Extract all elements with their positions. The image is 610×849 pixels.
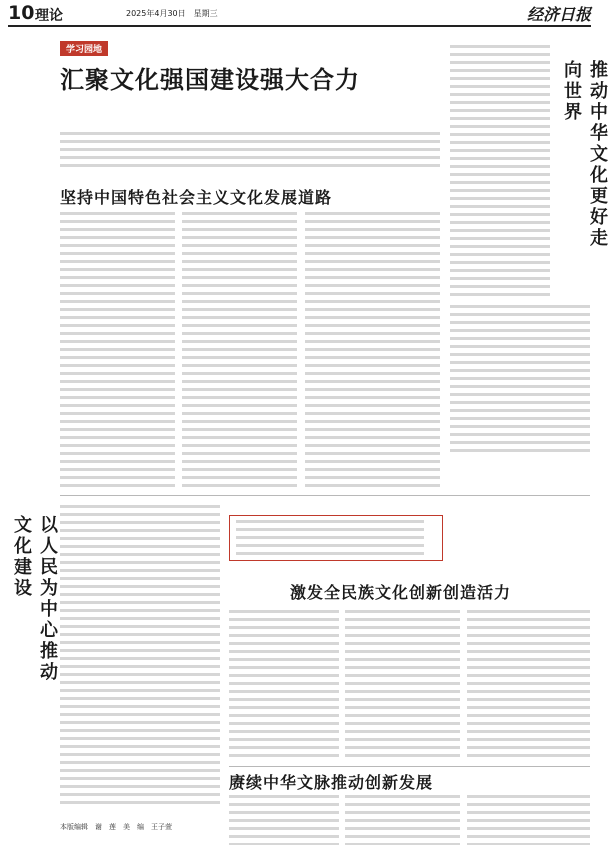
text-column-1b <box>182 212 297 487</box>
page-number: 10 <box>8 2 35 24</box>
text-column-left <box>60 505 220 805</box>
lede-block <box>60 132 440 172</box>
text-column-2c <box>467 610 590 760</box>
text-column-3a <box>229 795 339 845</box>
text-column-right-mid <box>450 305 590 455</box>
text-column-right-top <box>450 45 550 300</box>
section-name: 理论 <box>35 8 63 24</box>
issue-date: 2025年4月30日 星期三 <box>126 9 218 18</box>
headline-2: 激发全民族文化创新创造活力 <box>290 583 512 602</box>
masthead <box>8 2 591 24</box>
column-tag: 学习园地 <box>60 41 108 56</box>
divider-h2 <box>229 766 590 767</box>
editor-line: 本版编辑 谢 莲 美 编 王子萱 <box>60 823 172 831</box>
lede-text <box>60 132 440 172</box>
masthead-rule <box>8 25 591 27</box>
headline-3: 赓续中华文脉推动创新发展 <box>229 773 434 792</box>
text-column-1a <box>60 212 175 487</box>
text-column-2b <box>345 610 460 760</box>
text-column-3c <box>467 795 590 845</box>
paper-name: 经济日报 <box>526 5 591 24</box>
divider-h1 <box>60 495 590 496</box>
main-headline: 汇聚文化强国建设强大合力 <box>60 66 360 94</box>
headline-1: 坚持中国特色社会主义文化发展道路 <box>60 188 333 207</box>
text-column-2a <box>229 610 339 760</box>
vertical-headline-right: 推动中华文化更好走向世界 <box>561 60 608 249</box>
text-column-3b <box>345 795 460 845</box>
text-column-1c <box>305 212 440 487</box>
pull-quote-text <box>236 520 424 556</box>
vertical-headline-left: 以人民为中心推动文化建设 <box>11 515 58 683</box>
pull-quote <box>229 515 443 561</box>
